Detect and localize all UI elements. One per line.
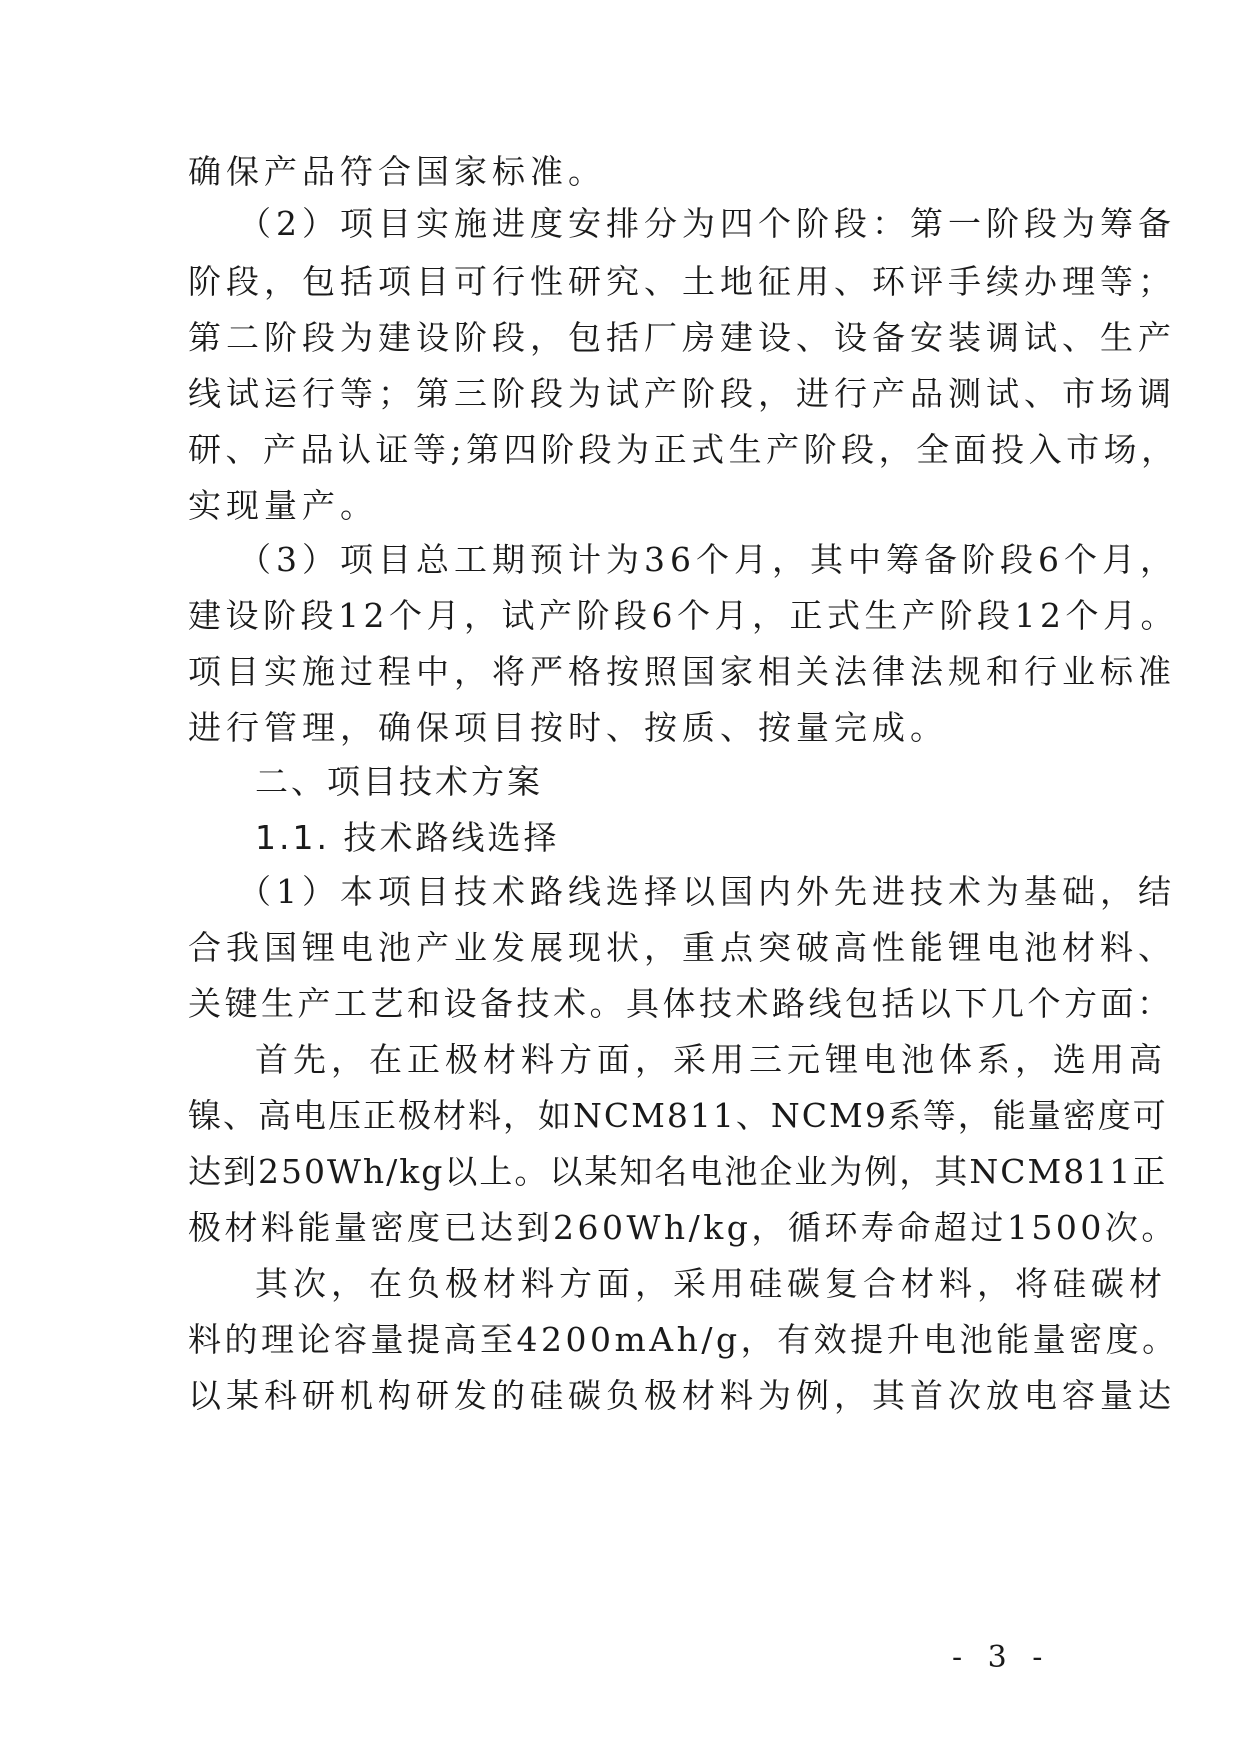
paragraph-line: 第二阶段为建设阶段，包括厂房建设、设备安装调试、生产: [188, 318, 1176, 357]
paragraph-line: （3）项目总工期预计为36个月，其中筹备阶段6个月，: [238, 540, 1178, 579]
paragraph-line: 进行管理，确保项目按时、按质、按量完成。: [188, 708, 948, 747]
subsection-heading: 1.1. 技术路线选择: [255, 818, 560, 857]
paragraph-line: 研、产品认证等;第四阶段为正式生产阶段，全面投入市场，: [188, 430, 1179, 469]
page-number: - 3 -: [952, 1640, 1051, 1675]
section-heading: 二、项目技术方案: [255, 762, 543, 801]
paragraph-line: 确保产品符合国家标准。: [188, 152, 606, 191]
paragraph-line: 合我国锂电池产业发展现状，重点突破高性能锂电池材料、: [188, 928, 1176, 967]
paragraph-line: 线试运行等；第三阶段为试产阶段，进行产品测试、市场调: [188, 374, 1176, 413]
paragraph-line: 阶段，包括项目可行性研究、土地征用、环评手续办理等；: [188, 262, 1176, 301]
paragraph-line: 实现量产。: [188, 486, 378, 525]
paragraph-line: 关键生产工艺和设备技术。具体技术路线包括以下几个方面：: [188, 984, 1174, 1023]
paragraph-line: （2）项目实施进度安排分为四个阶段：第一阶段为筹备: [238, 204, 1176, 243]
paragraph-line: 建设阶段12个月，试产阶段6个月，正式生产阶段12个月。: [188, 596, 1178, 635]
paragraph-line: 其次，在负极材料方面，采用硅碳复合材料，将硅碳材: [255, 1264, 1167, 1303]
paragraph-line: 达到250Wh/kg以上。以某知名电池企业为例，其NCM811正: [188, 1152, 1168, 1191]
paragraph-line: 以某科研机构研发的硅碳负极材料为例，其首次放电容量达: [188, 1376, 1176, 1415]
paragraph-line: 镍、高电压正极材料，如NCM811、NCM9系等，能量密度可: [188, 1096, 1168, 1135]
paragraph-line: （1）本项目技术路线选择以国内外先进技术为基础，结: [238, 872, 1176, 911]
paragraph-line: 料的理论容量提高至4200mAh/g，有效提升电池能量密度。: [188, 1320, 1179, 1359]
paragraph-line: 项目实施过程中，将严格按照国家相关法律法规和行业标准: [188, 652, 1176, 691]
paragraph-line: 首先，在正极材料方面，采用三元锂电池体系，选用高: [255, 1040, 1167, 1079]
paragraph-line: 极材料能量密度已达到260Wh/kg，循环寿命超过1500次。: [188, 1208, 1178, 1247]
